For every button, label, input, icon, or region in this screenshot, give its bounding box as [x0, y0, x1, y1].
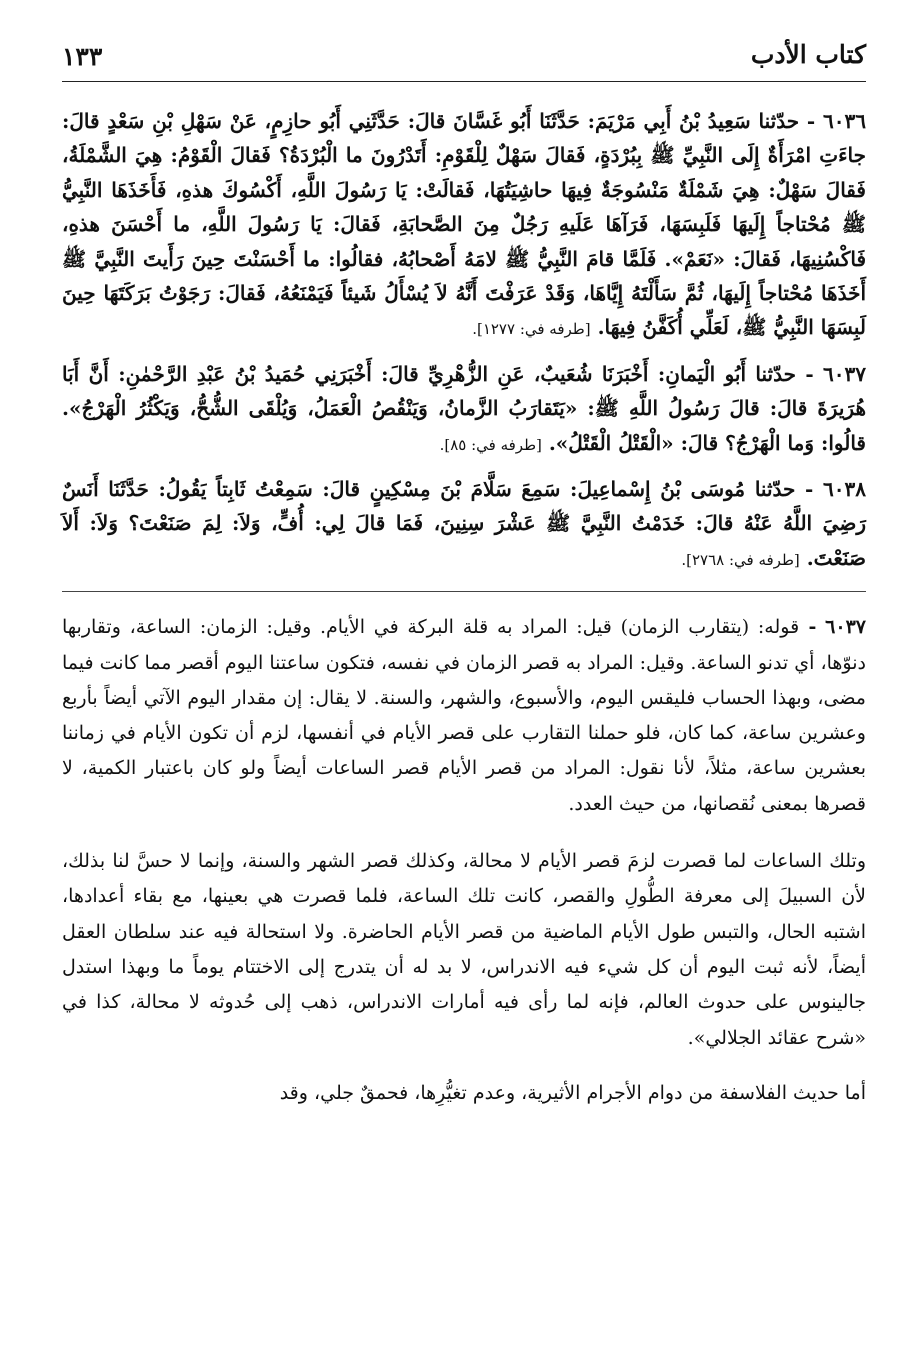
commentary-paragraph [62, 610, 866, 822]
hadith-text: حدّثنا سَعِيدُ بْنُ أَبِي مَرْيَمَ: حَدَّثَنَا أَبُو غَسَّانَ قالَ: حَدَّثَنِي أَبُو حازِمٍ، عَنْ سَهْلِ بْنِ سَعْدٍ قالَ: جاءَتِ امْرَأَةٌ إِلَى النَّبِيِّ ﷺ بِبُرْدَةٍ، فَقالَ سَهْلٌ لِلْقَوْمِ: أَتَدْرُونَ ما الْبُرْدَةُ؟ فَقالَ الْقَوْمُ: هِيَ الشَّمْلَةُ، فَقالَ سَهْلٌ: هِيَ شَمْلَةٌ مَنْسُوجَةٌ فِيهَا حاشِيَتُهَا، فَقالَتْ: يَا رَسُولَ اللَّهِ، أَكْسُوكَ هذهِ، فَأَخَذَهَا النَّبِيُّ ﷺ مُحْتاجاً إِلَيهَا فَلَبِسَهَا، فَرَآهَا عَلَيهِ رَجُلٌ مِنَ الصَّحابَةِ، فَقالَ: يَا رَسُولَ اللَّهِ، ما أَحْسَنَ هذهِ، فَاكْسُنِيهَا، فَقالَ: «نَعَمْ». فَلَمَّا قامَ النَّبِيُّ ﷺ لامَهُ أَصْحابُهُ، فقالُوا: ما أَحْسَنْتَ حِينَ رَأَيتَ النَّبِيَّ ﷺ أَخَذَهَا مُحْتاجاً إِلَيهَا، ثُمَّ سَأَلْتَهُ إِيَّاهَا، وَقَدْ عَرَفْتَ أَنَّهُ لاَ يُسْأَلُ شَيئاً فَيَمْنَعُهُ، فَقالَ: رَجَوْتُ بَرَكَتَهَا حِينَ لَبِسَهَا النَّبِيُّ ﷺ، لَعَلِّي أُكَفَّنُ فِيهَا. [62, 109, 866, 340]
hadith-reference: [طرفه في: ١٢٧٧]. [472, 320, 591, 339]
hadith-reference: [طرفه في: ٢٧٦٨]. [681, 550, 800, 569]
hadith-text: حدّثنا مُوسَى بْنُ إِسْماعِيلَ: سَمِعَ سَلَّامَ بْنَ مِسْكِينٍ قالَ: سَمِعْتُ ثَابِتاً يَقُولُ: حَدَّثَنَا أَنَسٌ رَضِيَ اللَّهُ عَنْهُ قالَ: خَدَمْتُ النَّبِيَّ ﷺ عَشْرَ سِنِينَ، فَمَا قالَ لِي: أُفٍّ، وَلاَ: لِمَ صَنَعْتَ؟ وَلاَ: أَلاَ صَنَعْتَ. [62, 477, 866, 570]
page-number: ١٣٣ [62, 42, 103, 71]
hadith-6036 [62, 104, 866, 347]
running-title: كتاب الأدب [750, 40, 866, 69]
hadith-6037 [62, 357, 866, 462]
section-separator [62, 591, 866, 592]
commentary-paragraph: وتلك الساعات لما قصرت لزمَ قصر الأيام لا محالة، وكذلك قصر الشهر والسنة، وإنما لا حسَّ لنا بذلك، لأن السبيلَ إلى معرفة الطُّولِ والقصر، كانت تلك الساعة، فلما قصرت هي بعينها، مع بقاء أعدادها، اشتبه الحال، والتبس طول الأيام الماضية من قصر الأيام الحاضرة. ولا استحالة فيه عند سلطان العقل أيضاً، لأنه ثبت اليوم أن كل شيء فيه الاندراس، لا بد له أن يتدرج إلى الاختتام يوماً ما وبهذا استدل جالينوس على حدوث العالم، فإنه لما رأى فيه أمارات الاندراس، ذهب إلى حُدوثه لا محالة، كذا في «شرح عقائد الجلالي». [62, 850, 866, 1049]
hadith-reference: [طرفه في: ٨٥]. [439, 435, 542, 454]
page-header [62, 30, 866, 82]
hadith-number: ٦٠٣٨ [823, 477, 867, 502]
text-body [62, 104, 866, 1129]
number-dash: - [799, 616, 817, 639]
hadith-number: ٦٠٣٦ [823, 109, 866, 133]
hadith-6038 [62, 472, 866, 577]
hadith-number: ٦٠٣٧ [823, 361, 866, 386]
commentary-paragraph: أما حديث الفلاسفة من دوام الأجرام الأثيرية، وعدم تغيُّرِها، فحمقٌ جلي، وقد [279, 1081, 866, 1104]
number-dash: - [795, 477, 814, 502]
number-dash: - [795, 361, 814, 386]
hadith-text: حدّثنا أَبُو الْيَمانِ: أَخْبَرَنَا شُعَيبٌ، عَنِ الزُّهْرِيِّ قالَ: أَخْبَرَنِي حُمَيدُ بْنُ عَبْدِ الرَّحْمٰنِ: أَنَّ أَبَا هُرَيرَةَ قالَ: قالَ رَسُولُ اللَّهِ ﷺ: «يَتَقارَبُ الزَّمانُ، وَيَنْقُصُ الْعَمَلُ، وَيُلْقَى الشُّحُّ، وَيَكْثُرُ الْهَرْجُ». قالُوا: وَما الْهَرْجُ؟ قالَ: «الْقَتْلُ الْقَتْلُ». [62, 361, 866, 455]
commentary-text: قوله: (يتقارب الزمان) قيل: المراد به قلة البركة في الأيام. وقيل: الزمان: الساعة، وتقاربها دنوّها، أي تدنو الساعة. وقيل: المراد به قصر الزمان في نفسه، فتكون ساعتنا اليوم أقصر مما كانت فيما مضى، وبهذا الحساب فليقس اليوم، والأسبوع، والشهر، والسنة. لا يقال: إن مقدار اليوم الآتي أيضاً بأربع وعشرين ساعة، كما كان، فلو حملنا التقارب على قصر الأيام في أنفسها، لزم أن تكون الأيام في زماننا بعشرين ساعة، مثلاً، لأنا نقول: المراد من قصر الأيام قصر الساعات أيضاً ولو كان باعتبار الكمية، لا قصرها بمعنى نُقصانها، من حيث العدد. [62, 616, 866, 815]
header-rule [62, 81, 866, 82]
commentary-number: ٦٠٣٧ [825, 616, 866, 639]
number-dash: - [799, 109, 816, 133]
